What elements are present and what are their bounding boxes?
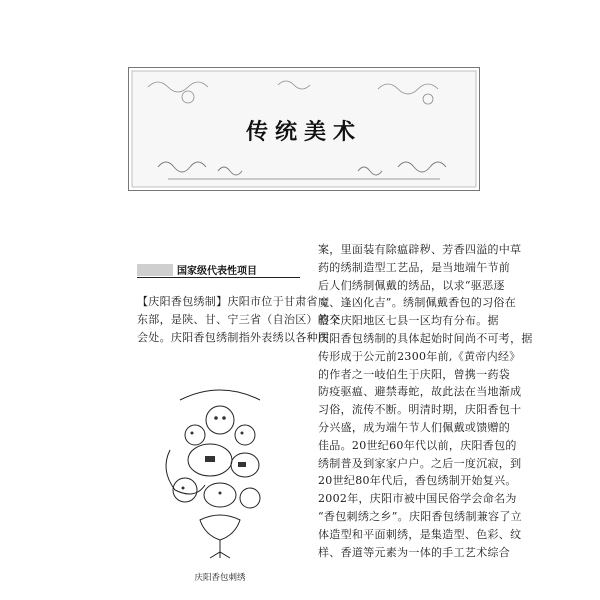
embroidery-illustration (150, 380, 290, 560)
text-line: 样、香道等元素为一体的手工艺术综合 (318, 545, 511, 559)
left-paragraph (137, 293, 341, 346)
right-paragraph (318, 241, 533, 561)
text-line: “香包刺绣之乡”。庆阳香包绣制兼容了立 (318, 509, 522, 523)
section-rule (137, 277, 300, 278)
text-line: 案，里面装有除瘟辟秽、芳香四溢的中草 (318, 243, 522, 256)
text-line: 传形成于公元前2300年前,《黄帝内经》 (318, 349, 521, 363)
text-line: 魔、逢凶化吉”。绣制佩戴香包的习俗在 (318, 296, 517, 310)
text-line: 防疫驱瘟、避禁毒蛇，故此法在当地渐成 (318, 385, 522, 399)
section-tag (137, 264, 173, 276)
text-line: 20世纪80年代后，香包绣制开始复兴。 (318, 474, 517, 488)
figure-caption: 庆阳香包刺绣 (194, 573, 246, 583)
sachet-drawing (150, 380, 290, 560)
text-line: 2002年，庆阳市被中国民俗学会命名为 (318, 492, 517, 506)
section-title: 国家级代表性项目 (177, 266, 257, 277)
text-line: 整个庆阳地区七县一区均有分布。据 (318, 314, 499, 328)
text-line: 绣制普及到家家户户。之后一度沉寂，到 (318, 456, 522, 470)
text-line: 【庆阳香包绣制】庆阳市位于甘肃省 (137, 295, 318, 308)
text-line: 庆阳香包绣制的具体起始时间尚不可考，据 (318, 331, 533, 345)
text-line: 的作者之一岐伯生于庆阳，曾携一药袋 (318, 367, 511, 381)
title-banner (128, 67, 480, 191)
text-line: 体造型和平面刺绣，是集造型、色彩、纹 (318, 527, 522, 541)
section-header (137, 262, 300, 278)
text-line: 会处。庆阳香包绣制指外表绣以各种图 (137, 330, 330, 344)
text-line: 后人们绣制佩戴的绣品，以求“驱恶逐 (318, 278, 505, 292)
text-line: 药的绣制造型工艺品，是当地端午节前 (318, 260, 511, 274)
text-line: 东部，是陕、甘、宁三省（自治区）的交 (137, 312, 341, 326)
page-title: 传统美术 (245, 119, 362, 145)
text-line: 佳品。20世纪60年代以前，庆阳香包的 (318, 438, 517, 452)
text-line: 分兴盛，成为端午节人们佩戴或馈赠的 (318, 420, 511, 434)
text-line: 习俗，流传不断。明清时期，庆阳香包十 (318, 403, 522, 417)
